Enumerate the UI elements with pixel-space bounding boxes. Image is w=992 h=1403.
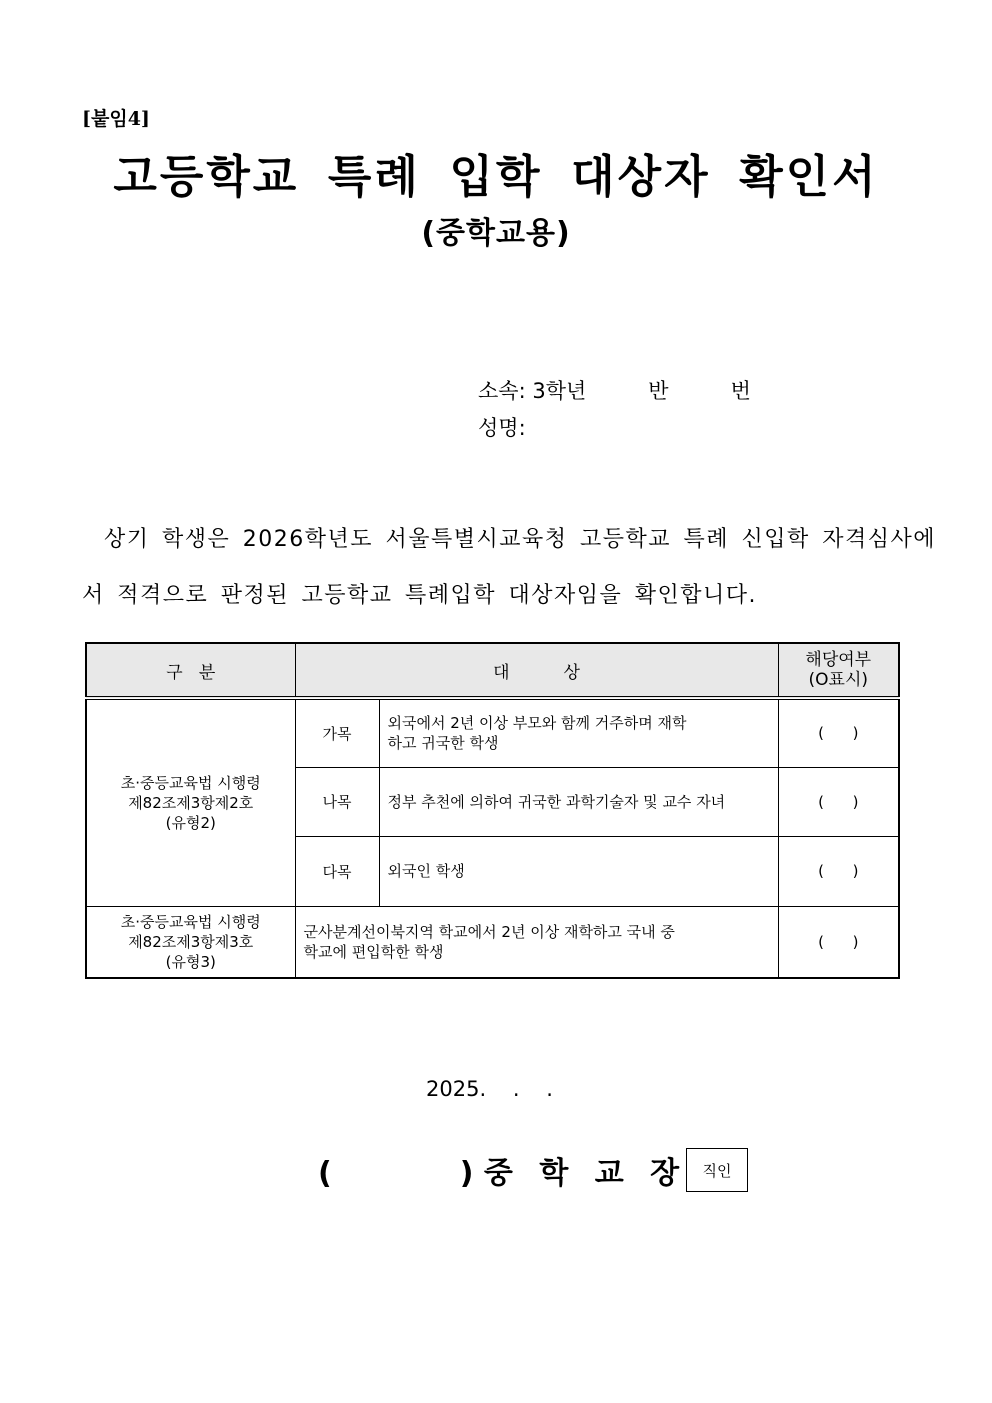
law-type3-line1: 초·중등교육법 시행령 <box>120 912 261 931</box>
header-applicable-line1: 해당여부 <box>805 650 872 670</box>
document-title: 고등학교 특례 입학 대상자 확인서 <box>113 150 879 203</box>
item-description <box>379 698 778 767</box>
table-row <box>86 698 899 767</box>
eligibility-table <box>85 642 900 979</box>
law-type2-line2: 제82조제3항제2호 <box>128 793 254 812</box>
law-cell-type2 <box>86 698 295 906</box>
item-description <box>295 906 778 978</box>
issue-date: 2025. . . <box>426 1077 553 1101</box>
table-row <box>86 906 899 978</box>
header-category: 구 분 <box>86 643 295 698</box>
school-name-close-paren: ) <box>459 1156 474 1191</box>
header-applicable-line2: (O표시) <box>808 670 869 690</box>
table-header-row <box>86 643 899 698</box>
item-description-line1: 군사분계선이북지역 학교에서 2년 이상 재학하고 국내 중 <box>303 922 675 941</box>
item-label: 다목 <box>295 836 379 906</box>
affiliation-class-unit: 반 <box>648 379 669 403</box>
item-description: 정부 추천에 의하여 귀국한 과학기술자 및 교수 자녀 <box>379 767 778 836</box>
law-type2-line3: (유형2) <box>165 813 216 832</box>
principal-signature-line <box>318 1148 687 1192</box>
attachment-label: [붙임4] <box>82 108 150 130</box>
item-description: 외국인 학생 <box>379 836 778 906</box>
header-applicable <box>778 643 899 698</box>
official-seal-box: 직인 <box>686 1148 748 1192</box>
item-description-line2: 학교에 편입학한 학생 <box>303 942 444 961</box>
affiliation-line <box>478 375 751 405</box>
name-label: 성명: <box>478 416 526 440</box>
item-description-line2: 하고 귀국한 학생 <box>387 734 499 753</box>
affiliation-number-unit: 번 <box>730 379 751 403</box>
applicable-mark[interactable]: ( ) <box>778 836 899 906</box>
law-type3-line2: 제82조제3항제3호 <box>128 932 254 951</box>
item-description-line1: 외국에서 2년 이상 부모와 함께 거주하며 재학 <box>387 714 687 733</box>
principal-title: 중 학 교 장 <box>483 1156 688 1191</box>
item-label: 나목 <box>295 767 379 836</box>
school-name-open-paren: ( <box>318 1156 332 1191</box>
applicable-mark[interactable]: ( ) <box>778 906 899 978</box>
affiliation-label: 소속: <box>478 379 526 403</box>
applicable-mark[interactable]: ( ) <box>778 698 899 767</box>
law-type2-line1: 초·중등교육법 시행령 <box>120 773 261 792</box>
statement-line-1: 상기 학생은 2026학년도 서울특별시교육청 고등학교 특례 신입학 자격심사에 <box>104 527 937 552</box>
statement-line-2: 서 적격으로 판정된 고등학교 특례입학 대상자임을 확인합니다. <box>82 583 758 608</box>
law-cell-type3 <box>86 906 295 978</box>
law-type3-line3: (유형3) <box>165 952 216 971</box>
applicable-mark[interactable]: ( ) <box>778 767 899 836</box>
affiliation-grade: 3학년 <box>532 379 587 403</box>
header-target: 대 상 <box>295 643 778 698</box>
item-label: 가목 <box>295 698 379 767</box>
document-subtitle: (중학교용) <box>421 216 571 251</box>
